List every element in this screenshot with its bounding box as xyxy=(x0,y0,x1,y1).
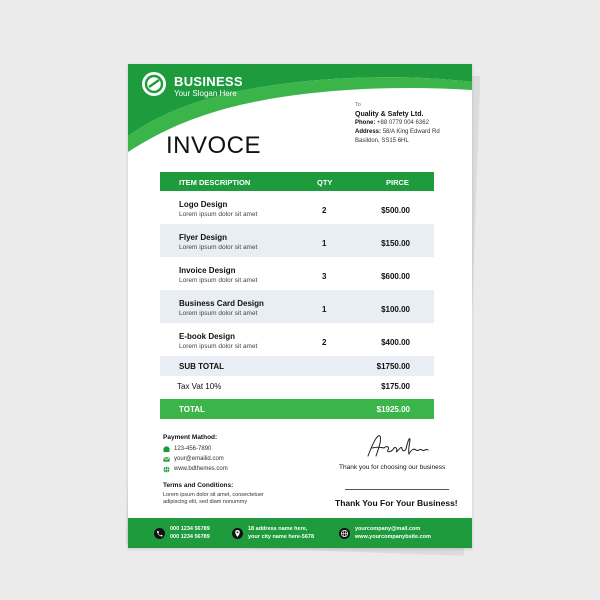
header-description: ITEM DESCRIPTION xyxy=(179,178,251,187)
footer-address-1: 18 address name here, xyxy=(248,526,308,532)
total-row xyxy=(160,399,434,419)
brand-slogan: Your Slogan Here xyxy=(174,89,237,98)
table-row xyxy=(160,290,434,323)
footer-address xyxy=(232,525,314,541)
total-label: TOTAL xyxy=(179,405,205,414)
brand-logo xyxy=(142,72,166,96)
recipient-block xyxy=(355,101,440,146)
item-qty: 2 xyxy=(322,206,327,215)
invoice-title: INVOCE xyxy=(166,132,262,159)
item-name: Logo Design xyxy=(179,200,228,209)
to-label: To xyxy=(355,102,361,108)
item-desc: Lorem ipsum dolor sit amet xyxy=(179,244,258,251)
items-table xyxy=(160,172,434,419)
logo-e-icon xyxy=(142,72,166,96)
payment-method xyxy=(163,434,228,474)
invoice-page xyxy=(128,64,472,548)
item-price: $100.00 xyxy=(381,305,410,314)
table-header xyxy=(160,172,434,191)
signature-thanks: Thank you for choosing our business xyxy=(339,464,446,471)
header-qty: QTY xyxy=(317,178,333,187)
table-row xyxy=(160,191,434,224)
item-price: $500.00 xyxy=(381,206,410,215)
subtotal-value: $1750.00 xyxy=(376,362,410,371)
footer-phone-1: 000 1234 56789 xyxy=(170,526,210,532)
footer-website[interactable]: www.yourcompanybsite.com xyxy=(355,534,431,540)
item-qty: 1 xyxy=(322,239,327,248)
payment-website: www.bdthemes.com xyxy=(163,464,228,474)
tax-label: Tax Vat 10% xyxy=(177,382,222,391)
item-qty: 3 xyxy=(322,272,327,281)
item-qty: 2 xyxy=(322,338,327,347)
item-name: Invoice Design xyxy=(179,266,236,275)
tax-value: $175.00 xyxy=(381,382,410,391)
terms-title: Terms and Conditions: xyxy=(163,482,234,489)
footer-phone xyxy=(154,525,210,541)
item-price: $150.00 xyxy=(381,239,410,248)
footer-email[interactable]: yourcompany@mail.com xyxy=(355,526,421,532)
footer-bar xyxy=(128,518,472,548)
total-value: $1925.00 xyxy=(376,405,410,414)
footer-web xyxy=(339,525,431,541)
recipient-name: Quality & Safety Ltd. xyxy=(355,111,424,118)
item-qty: 1 xyxy=(322,305,327,314)
item-price: $400.00 xyxy=(381,338,410,347)
payment-phone: 123-456-7890 xyxy=(163,444,228,454)
item-name: Flyer Design xyxy=(179,233,228,242)
subtotal-label: SUB TOTAL xyxy=(179,362,225,371)
globe-icon xyxy=(163,466,170,473)
subtotal-row xyxy=(160,356,434,376)
phone-icon xyxy=(154,528,165,539)
email-icon xyxy=(163,456,170,463)
item-price: $600.00 xyxy=(381,272,410,281)
item-desc: Lorem ipsum dolor sit amet xyxy=(179,343,258,350)
table-row xyxy=(160,224,434,257)
item-name: Business Card Design xyxy=(179,299,264,308)
item-desc: Lorem ipsum dolor sit amet xyxy=(179,211,258,218)
tax-row xyxy=(160,376,434,396)
recipient-phone: Phone: +88 0779 004 6362 xyxy=(355,120,429,126)
terms-block xyxy=(163,482,264,506)
header-price: PIRCE xyxy=(386,178,409,187)
signature-line xyxy=(345,489,449,490)
terms-line: Lorem ipsum dolor sit amet, consectetuer xyxy=(163,492,264,498)
table-row xyxy=(160,257,434,290)
globe-icon xyxy=(339,528,350,539)
terms-line: adipiscing elit, sed diam nonummy xyxy=(163,499,248,505)
item-desc: Lorem ipsum dolor sit amet xyxy=(179,277,258,284)
footer-phone-2: 000 1234 56789 xyxy=(170,534,210,540)
signature-image xyxy=(364,432,434,462)
thank-you-text: Thank You For Your Business! xyxy=(335,498,458,508)
payment-title: Payment Mathod: xyxy=(163,434,218,441)
table-row xyxy=(160,323,434,356)
phone-icon xyxy=(163,446,170,453)
payment-email: your@emailid.com xyxy=(163,454,228,464)
recipient-address-line2: Basildon, SS15 6HL xyxy=(355,138,409,144)
brand-name: BUSINESS xyxy=(174,74,243,89)
location-pin-icon xyxy=(232,528,243,539)
item-name: E-book Design xyxy=(179,332,236,341)
item-desc: Lorem ipsum dolor sit amet xyxy=(179,310,258,317)
footer-address-2: your city name here-5678 xyxy=(248,534,315,540)
recipient-address: Address: 58/A King Edward Rd xyxy=(355,129,440,135)
